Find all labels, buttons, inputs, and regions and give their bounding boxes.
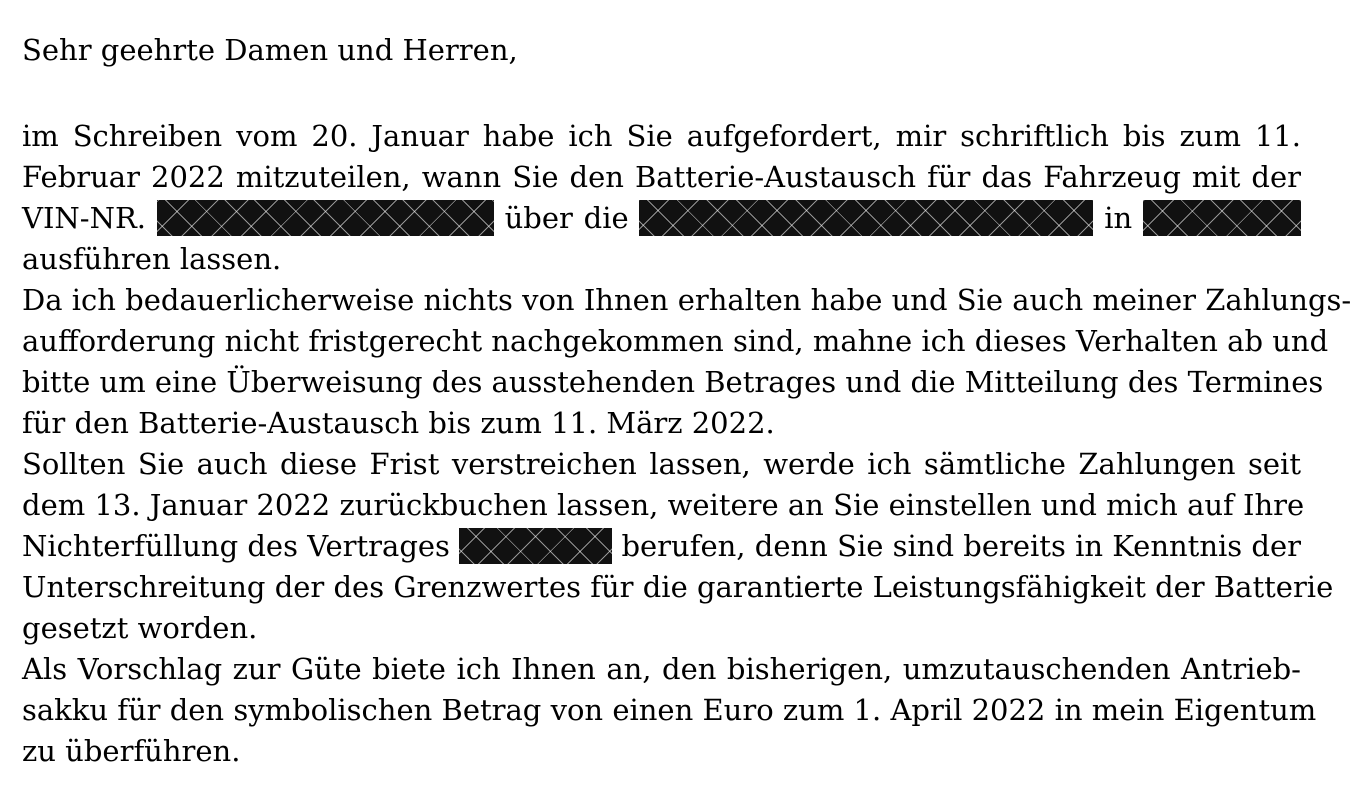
text-fragment: berufen, denn Sie sind bereits in Kenntnis der: [621, 529, 1301, 563]
redacted-workshop: [639, 200, 1093, 236]
body-line: dem 13. Januar 2022 zurückbuchen lassen, weitere an Sie einstellen und mich auf Ihre: [22, 488, 1305, 522]
body-line: Februar 2022 mitzuteilen, wann Sie den Batterie-Austausch für das Fahrzeug mit der: [22, 160, 1301, 194]
body-line: aufforderung nicht fristgerecht nachgekommen sind, mahne ich dieses Verhalten ab und: [22, 324, 1329, 358]
redacted-location: [1143, 200, 1301, 236]
body-line: Da ich bedauerlicherweise nichts von Ihnen erhalten habe und Sie auch meiner Zahlungs-: [22, 283, 1352, 317]
body-line-with-redaction: [22, 526, 1301, 567]
vin-label: VIN-NR.: [22, 201, 147, 235]
body-line: ausführen lassen.: [22, 242, 282, 276]
letter-body: [22, 116, 1352, 772]
body-line: für den Batterie-Austausch bis zum 11. März 2022.: [22, 406, 775, 440]
text-fragment: in: [1104, 201, 1133, 235]
salutation: Sehr geehrte Damen und Herren,: [22, 33, 518, 67]
body-line: im Schreiben vom 20. Januar habe ich Sie aufgefordert, mir schriftlich bis zum 11.: [22, 119, 1301, 153]
text-fragment: Nichterfüllung des Vertrages: [22, 529, 450, 563]
text-fragment: über die: [504, 201, 629, 235]
body-line: zu überführen.: [22, 734, 241, 768]
body-line: Sollten Sie auch diese Frist verstreichen lassen, werde ich sämtliche Zahlungen seit: [22, 447, 1301, 481]
redacted-contract-ref: [459, 528, 612, 564]
body-line: gesetzt worden.: [22, 611, 258, 645]
body-line: Unterschreitung der des Grenzwertes für die garantierte Leistungsfähigkeit der Batterie: [22, 570, 1334, 604]
body-line-with-redactions: [22, 198, 1301, 239]
redacted-vin: [157, 200, 494, 236]
body-line: bitte um eine Überweisung des ausstehenden Betrages und die Mitteilung des Termines: [22, 365, 1324, 399]
body-line: sakku für den symbolischen Betrag von einen Euro zum 1. April 2022 in mein Eigentum: [22, 693, 1317, 727]
body-line: Als Vorschlag zur Güte biete ich Ihnen an, den bisherigen, umzutauschenden Antrieb-: [22, 652, 1301, 686]
